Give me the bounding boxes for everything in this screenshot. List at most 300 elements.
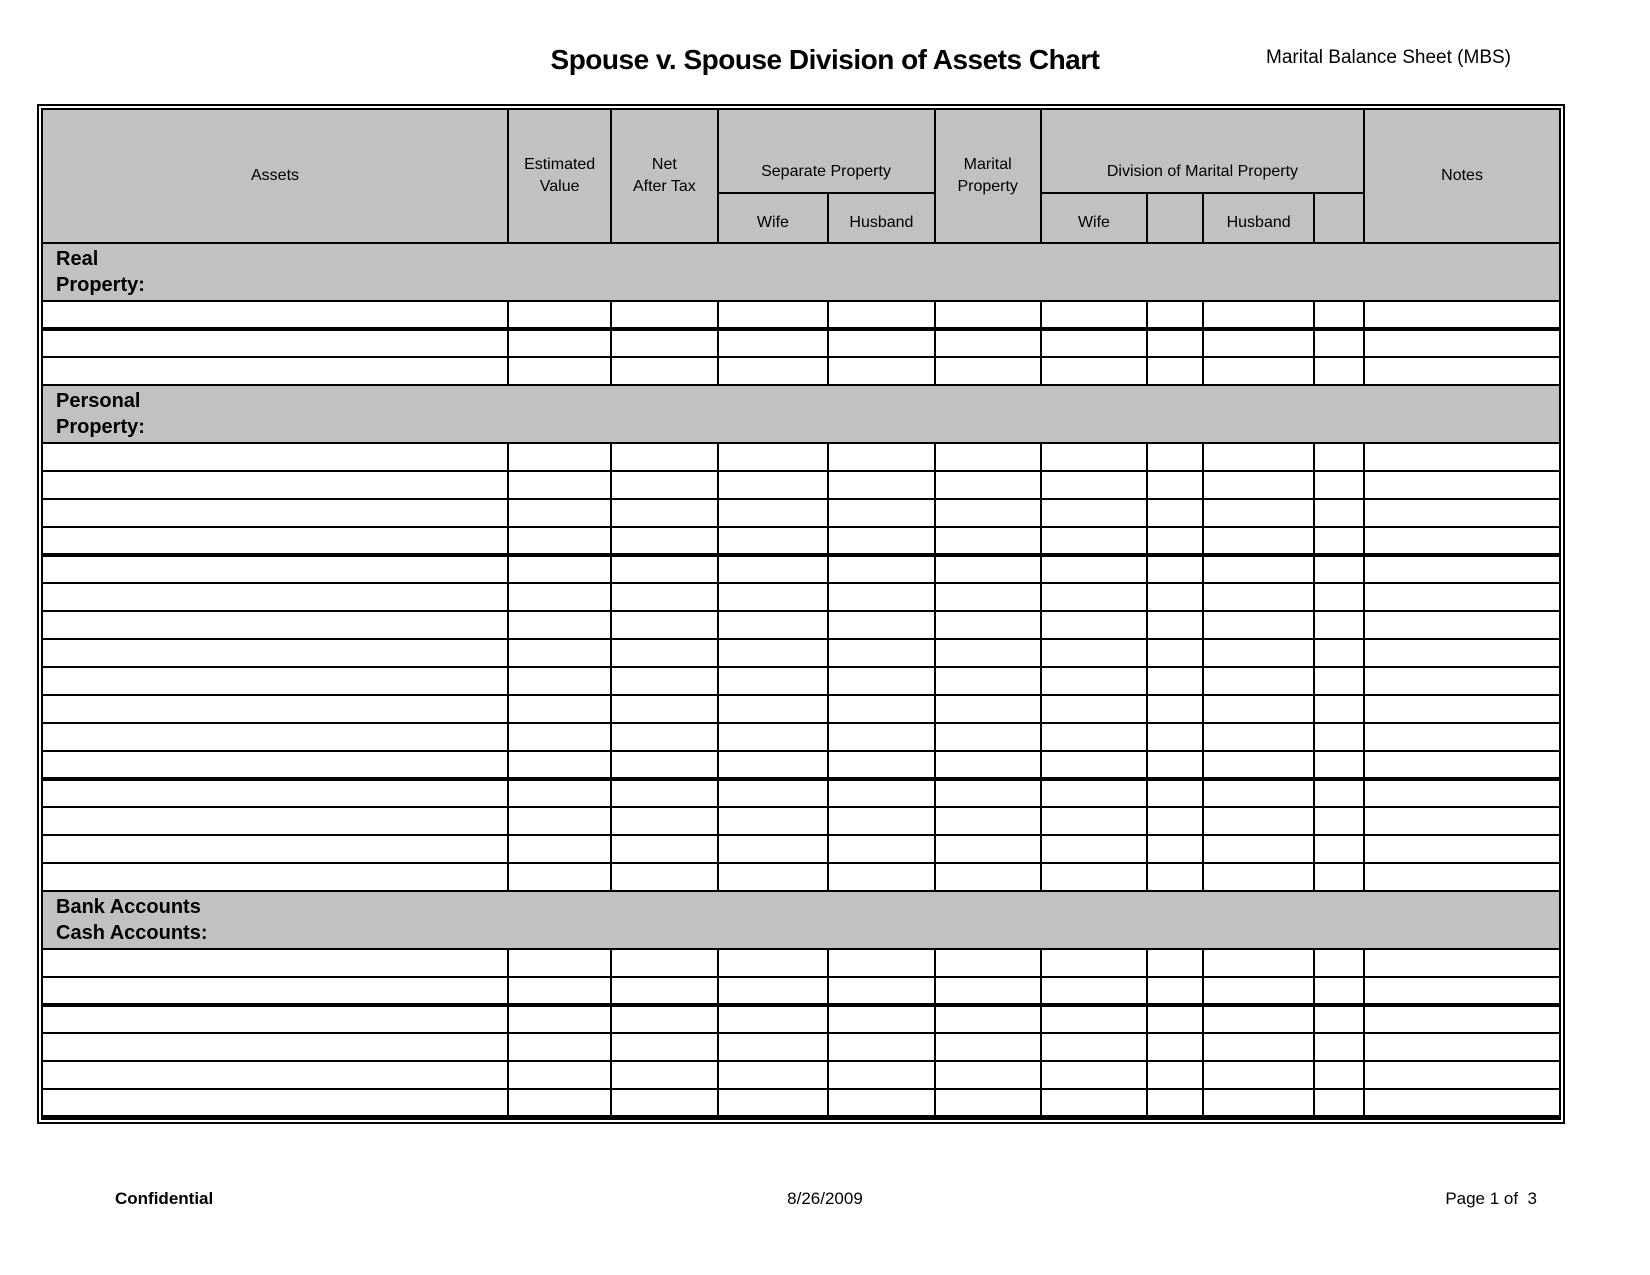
empty-cell (508, 301, 611, 329)
empty-cell (42, 499, 508, 527)
empty-cell (1041, 835, 1147, 863)
empty-cell (718, 583, 829, 611)
empty-cell (42, 863, 508, 891)
empty-cell (1364, 835, 1560, 863)
empty-cell (1314, 977, 1364, 1005)
empty-cell (935, 779, 1041, 807)
empty-cell (1203, 667, 1314, 695)
empty-cell (1203, 639, 1314, 667)
empty-cell (1364, 1005, 1560, 1033)
empty-cell (1203, 1005, 1314, 1033)
section-row-1 (42, 385, 1560, 443)
empty-cell (1147, 357, 1203, 385)
empty-cell (1364, 611, 1560, 639)
empty-cell (828, 555, 934, 583)
empty-cell (1203, 357, 1314, 385)
blank-row (42, 779, 1560, 807)
empty-cell (1041, 1005, 1147, 1033)
empty-cell (1147, 1033, 1203, 1061)
empty-cell (935, 1005, 1041, 1033)
empty-cell (508, 695, 611, 723)
blank-row (42, 835, 1560, 863)
empty-cell (1041, 1089, 1147, 1117)
empty-cell (508, 723, 611, 751)
empty-cell (611, 499, 717, 527)
col-header-separate-property: Separate Property (718, 109, 935, 193)
empty-cell (42, 1089, 508, 1117)
empty-cell (1203, 863, 1314, 891)
empty-cell (1314, 639, 1364, 667)
empty-cell (611, 357, 717, 385)
empty-cell (828, 527, 934, 555)
subcol-division-spacer-1 (1147, 193, 1203, 243)
empty-cell (718, 471, 829, 499)
empty-cell (1364, 695, 1560, 723)
section-label: Personal Property: (42, 385, 1560, 443)
empty-cell (718, 807, 829, 835)
empty-cell (1147, 723, 1203, 751)
empty-cell (611, 1089, 717, 1117)
empty-cell (1364, 977, 1560, 1005)
empty-cell (508, 949, 611, 977)
empty-cell (508, 807, 611, 835)
empty-cell (42, 949, 508, 977)
empty-cell (1314, 1005, 1364, 1033)
empty-cell (1364, 1033, 1560, 1061)
empty-cell (1147, 1061, 1203, 1089)
page-title: Spouse v. Spouse Division of Assets Chart (550, 44, 1100, 75)
empty-cell (611, 611, 717, 639)
empty-cell (1314, 863, 1364, 891)
empty-cell (828, 1061, 934, 1089)
empty-cell (1203, 583, 1314, 611)
empty-cell (611, 1061, 717, 1089)
empty-cell (42, 1005, 508, 1033)
blank-row (42, 1089, 1560, 1117)
empty-cell (611, 301, 717, 329)
empty-cell (1147, 555, 1203, 583)
empty-cell (611, 1033, 717, 1061)
empty-cell (828, 751, 934, 779)
empty-cell (1314, 779, 1364, 807)
footer-confidential: Confidential (115, 1189, 214, 1208)
empty-cell (508, 835, 611, 863)
empty-cell (1041, 1061, 1147, 1089)
empty-cell (1041, 555, 1147, 583)
empty-cell (935, 807, 1041, 835)
empty-cell (718, 555, 829, 583)
empty-cell (935, 949, 1041, 977)
empty-cell (1041, 695, 1147, 723)
empty-cell (508, 583, 611, 611)
empty-cell (611, 583, 717, 611)
empty-cell (718, 611, 829, 639)
empty-cell (42, 555, 508, 583)
blank-row (42, 977, 1560, 1005)
empty-cell (718, 779, 829, 807)
empty-cell (935, 1033, 1041, 1061)
empty-cell (935, 751, 1041, 779)
empty-cell (1364, 527, 1560, 555)
empty-cell (935, 1089, 1041, 1117)
empty-cell (1364, 667, 1560, 695)
section-label: Real Property: (42, 243, 1560, 301)
section-label: Bank Accounts Cash Accounts: (42, 891, 1560, 949)
empty-cell (611, 807, 717, 835)
empty-cell (1041, 1033, 1147, 1061)
blank-row (42, 499, 1560, 527)
empty-cell (1041, 949, 1147, 977)
empty-cell (718, 357, 829, 385)
empty-cell (508, 751, 611, 779)
empty-cell (1147, 835, 1203, 863)
blank-row (42, 1061, 1560, 1089)
empty-cell (1147, 667, 1203, 695)
empty-cell (1203, 443, 1314, 471)
empty-cell (1364, 807, 1560, 835)
empty-cell (1314, 527, 1364, 555)
empty-cell (718, 1089, 829, 1117)
empty-cell (1314, 667, 1364, 695)
empty-cell (42, 611, 508, 639)
empty-cell (508, 471, 611, 499)
empty-cell (1364, 499, 1560, 527)
empty-cell (1203, 1089, 1314, 1117)
empty-cell (1203, 611, 1314, 639)
empty-cell (828, 695, 934, 723)
empty-cell (611, 751, 717, 779)
empty-cell (935, 329, 1041, 357)
subcol-separate-wife: Wife (718, 193, 829, 243)
empty-cell (611, 695, 717, 723)
empty-cell (1364, 1089, 1560, 1117)
empty-cell (1041, 583, 1147, 611)
empty-cell (828, 329, 934, 357)
empty-cell (508, 555, 611, 583)
blank-row (42, 443, 1560, 471)
empty-cell (718, 1061, 829, 1089)
blank-row (42, 357, 1560, 385)
empty-cell (1364, 863, 1560, 891)
section-row-2 (42, 891, 1560, 949)
empty-cell (1364, 779, 1560, 807)
empty-cell (1041, 639, 1147, 667)
empty-cell (611, 471, 717, 499)
empty-cell (1364, 949, 1560, 977)
empty-cell (42, 723, 508, 751)
blank-row (42, 863, 1560, 891)
empty-cell (828, 667, 934, 695)
empty-cell (1314, 329, 1364, 357)
empty-cell (42, 1061, 508, 1089)
empty-cell (508, 611, 611, 639)
empty-cell (1147, 751, 1203, 779)
empty-cell (508, 357, 611, 385)
empty-cell (828, 357, 934, 385)
empty-cell (1314, 357, 1364, 385)
empty-cell (508, 779, 611, 807)
empty-cell (828, 723, 934, 751)
assets-table (41, 108, 1561, 1120)
col-header-estimated-value: Estimated Value (508, 109, 611, 243)
empty-cell (935, 1061, 1041, 1089)
empty-cell (42, 443, 508, 471)
empty-cell (1314, 611, 1364, 639)
empty-cell (1364, 639, 1560, 667)
empty-cell (935, 443, 1041, 471)
empty-cell (828, 807, 934, 835)
empty-cell (1147, 527, 1203, 555)
header-row-top (42, 109, 1560, 193)
blank-row (42, 1033, 1560, 1061)
empty-cell (42, 751, 508, 779)
subcol-separate-husband: Husband (828, 193, 934, 243)
empty-cell (1364, 1061, 1560, 1089)
empty-cell (1147, 977, 1203, 1005)
subcol-division-husband: Husband (1203, 193, 1314, 243)
empty-cell (1203, 723, 1314, 751)
blank-row (42, 611, 1560, 639)
empty-cell (718, 301, 829, 329)
empty-cell (1147, 499, 1203, 527)
empty-cell (1364, 357, 1560, 385)
empty-cell (1203, 471, 1314, 499)
empty-cell (611, 443, 717, 471)
empty-cell (828, 1089, 934, 1117)
empty-cell (508, 443, 611, 471)
empty-cell (718, 751, 829, 779)
empty-cell (42, 583, 508, 611)
blank-row (42, 471, 1560, 499)
empty-cell (611, 723, 717, 751)
empty-cell (1314, 1089, 1364, 1117)
blank-row (42, 1005, 1560, 1033)
empty-cell (1364, 443, 1560, 471)
empty-cell (1364, 555, 1560, 583)
empty-cell (1203, 835, 1314, 863)
empty-cell (42, 329, 508, 357)
empty-cell (828, 583, 934, 611)
empty-cell (718, 835, 829, 863)
empty-cell (1203, 329, 1314, 357)
empty-cell (718, 1033, 829, 1061)
subcol-division-wife: Wife (1041, 193, 1147, 243)
empty-cell (1314, 471, 1364, 499)
empty-cell (611, 329, 717, 357)
empty-cell (508, 863, 611, 891)
empty-cell (935, 611, 1041, 639)
empty-cell (1314, 751, 1364, 779)
empty-cell (1203, 499, 1314, 527)
empty-cell (935, 301, 1041, 329)
blank-row (42, 555, 1560, 583)
empty-cell (1041, 357, 1147, 385)
empty-cell (1203, 1061, 1314, 1089)
empty-cell (828, 443, 934, 471)
assets-table-frame (37, 104, 1565, 1124)
blank-row (42, 807, 1560, 835)
empty-cell (1041, 807, 1147, 835)
empty-cell (508, 977, 611, 1005)
empty-cell (935, 471, 1041, 499)
empty-cell (508, 1089, 611, 1117)
empty-cell (1364, 301, 1560, 329)
empty-cell (1147, 949, 1203, 977)
empty-cell (1314, 835, 1364, 863)
empty-cell (718, 977, 829, 1005)
empty-cell (611, 779, 717, 807)
empty-cell (42, 807, 508, 835)
empty-cell (828, 1005, 934, 1033)
empty-cell (935, 583, 1041, 611)
empty-cell (935, 695, 1041, 723)
empty-cell (1147, 1089, 1203, 1117)
empty-cell (1041, 751, 1147, 779)
blank-row (42, 583, 1560, 611)
empty-cell (935, 977, 1041, 1005)
empty-cell (935, 499, 1041, 527)
empty-cell (1041, 443, 1147, 471)
blank-row (42, 301, 1560, 329)
empty-cell (508, 329, 611, 357)
empty-cell (611, 639, 717, 667)
empty-cell (508, 667, 611, 695)
empty-cell (935, 723, 1041, 751)
empty-cell (611, 667, 717, 695)
empty-cell (1203, 949, 1314, 977)
empty-cell (508, 1061, 611, 1089)
empty-cell (1041, 611, 1147, 639)
empty-cell (1203, 301, 1314, 329)
empty-cell (828, 863, 934, 891)
empty-cell (42, 695, 508, 723)
empty-cell (42, 835, 508, 863)
empty-cell (611, 527, 717, 555)
col-header-division-of-marital-property: Division of Marital Property (1041, 109, 1364, 193)
empty-cell (1203, 779, 1314, 807)
blank-row (42, 527, 1560, 555)
empty-cell (718, 443, 829, 471)
empty-cell (42, 1033, 508, 1061)
footer-page-number: Page 1 of 3 (1445, 1189, 1537, 1208)
empty-cell (1314, 723, 1364, 751)
empty-cell (1203, 555, 1314, 583)
empty-cell (1041, 329, 1147, 357)
empty-cell (935, 667, 1041, 695)
empty-cell (508, 499, 611, 527)
blank-row (42, 723, 1560, 751)
empty-cell (828, 301, 934, 329)
col-header-notes: Notes (1364, 109, 1560, 243)
empty-cell (718, 667, 829, 695)
page-subtitle: Marital Balance Sheet (MBS) (1266, 47, 1511, 68)
empty-cell (1147, 611, 1203, 639)
empty-cell (1147, 639, 1203, 667)
empty-cell (828, 611, 934, 639)
empty-cell (1203, 527, 1314, 555)
empty-cell (718, 639, 829, 667)
empty-cell (611, 555, 717, 583)
empty-cell (828, 499, 934, 527)
section-row-0 (42, 243, 1560, 301)
empty-cell (42, 667, 508, 695)
empty-cell (1364, 751, 1560, 779)
empty-cell (1314, 1061, 1364, 1089)
empty-cell (42, 471, 508, 499)
empty-cell (718, 723, 829, 751)
empty-cell (718, 949, 829, 977)
empty-cell (935, 639, 1041, 667)
empty-cell (42, 301, 508, 329)
empty-cell (1314, 555, 1364, 583)
blank-row (42, 639, 1560, 667)
empty-cell (828, 1033, 934, 1061)
empty-cell (1364, 583, 1560, 611)
empty-cell (1364, 471, 1560, 499)
empty-cell (1041, 527, 1147, 555)
empty-cell (1147, 807, 1203, 835)
empty-cell (935, 357, 1041, 385)
table-body (42, 243, 1560, 1117)
empty-cell (611, 1005, 717, 1033)
empty-cell (1203, 977, 1314, 1005)
empty-cell (1147, 329, 1203, 357)
empty-cell (1041, 471, 1147, 499)
empty-cell (935, 527, 1041, 555)
empty-cell (1147, 779, 1203, 807)
col-header-net-after-tax: Net After Tax (611, 109, 717, 243)
empty-cell (828, 949, 934, 977)
empty-cell (1147, 471, 1203, 499)
blank-row (42, 329, 1560, 357)
empty-cell (508, 639, 611, 667)
empty-cell (1314, 301, 1364, 329)
empty-cell (935, 555, 1041, 583)
empty-cell (828, 977, 934, 1005)
empty-cell (1314, 695, 1364, 723)
empty-cell (1314, 949, 1364, 977)
col-header-marital-property: Marital Property (935, 109, 1041, 243)
blank-row (42, 667, 1560, 695)
empty-cell (1203, 695, 1314, 723)
empty-cell (42, 527, 508, 555)
empty-cell (42, 977, 508, 1005)
empty-cell (611, 835, 717, 863)
empty-cell (828, 835, 934, 863)
subcol-division-spacer-2 (1314, 193, 1364, 243)
empty-cell (718, 527, 829, 555)
table-header (42, 109, 1560, 243)
empty-cell (611, 863, 717, 891)
empty-cell (1041, 779, 1147, 807)
empty-cell (508, 527, 611, 555)
empty-cell (1041, 723, 1147, 751)
empty-cell (935, 863, 1041, 891)
blank-row (42, 695, 1560, 723)
empty-cell (1041, 863, 1147, 891)
empty-cell (1203, 751, 1314, 779)
empty-cell (1203, 807, 1314, 835)
empty-cell (1147, 301, 1203, 329)
footer-date: 8/26/2009 (787, 1189, 863, 1208)
empty-cell (935, 835, 1041, 863)
empty-cell (1147, 695, 1203, 723)
empty-cell (1147, 1005, 1203, 1033)
empty-cell (1041, 977, 1147, 1005)
empty-cell (828, 471, 934, 499)
empty-cell (828, 779, 934, 807)
empty-cell (1041, 499, 1147, 527)
